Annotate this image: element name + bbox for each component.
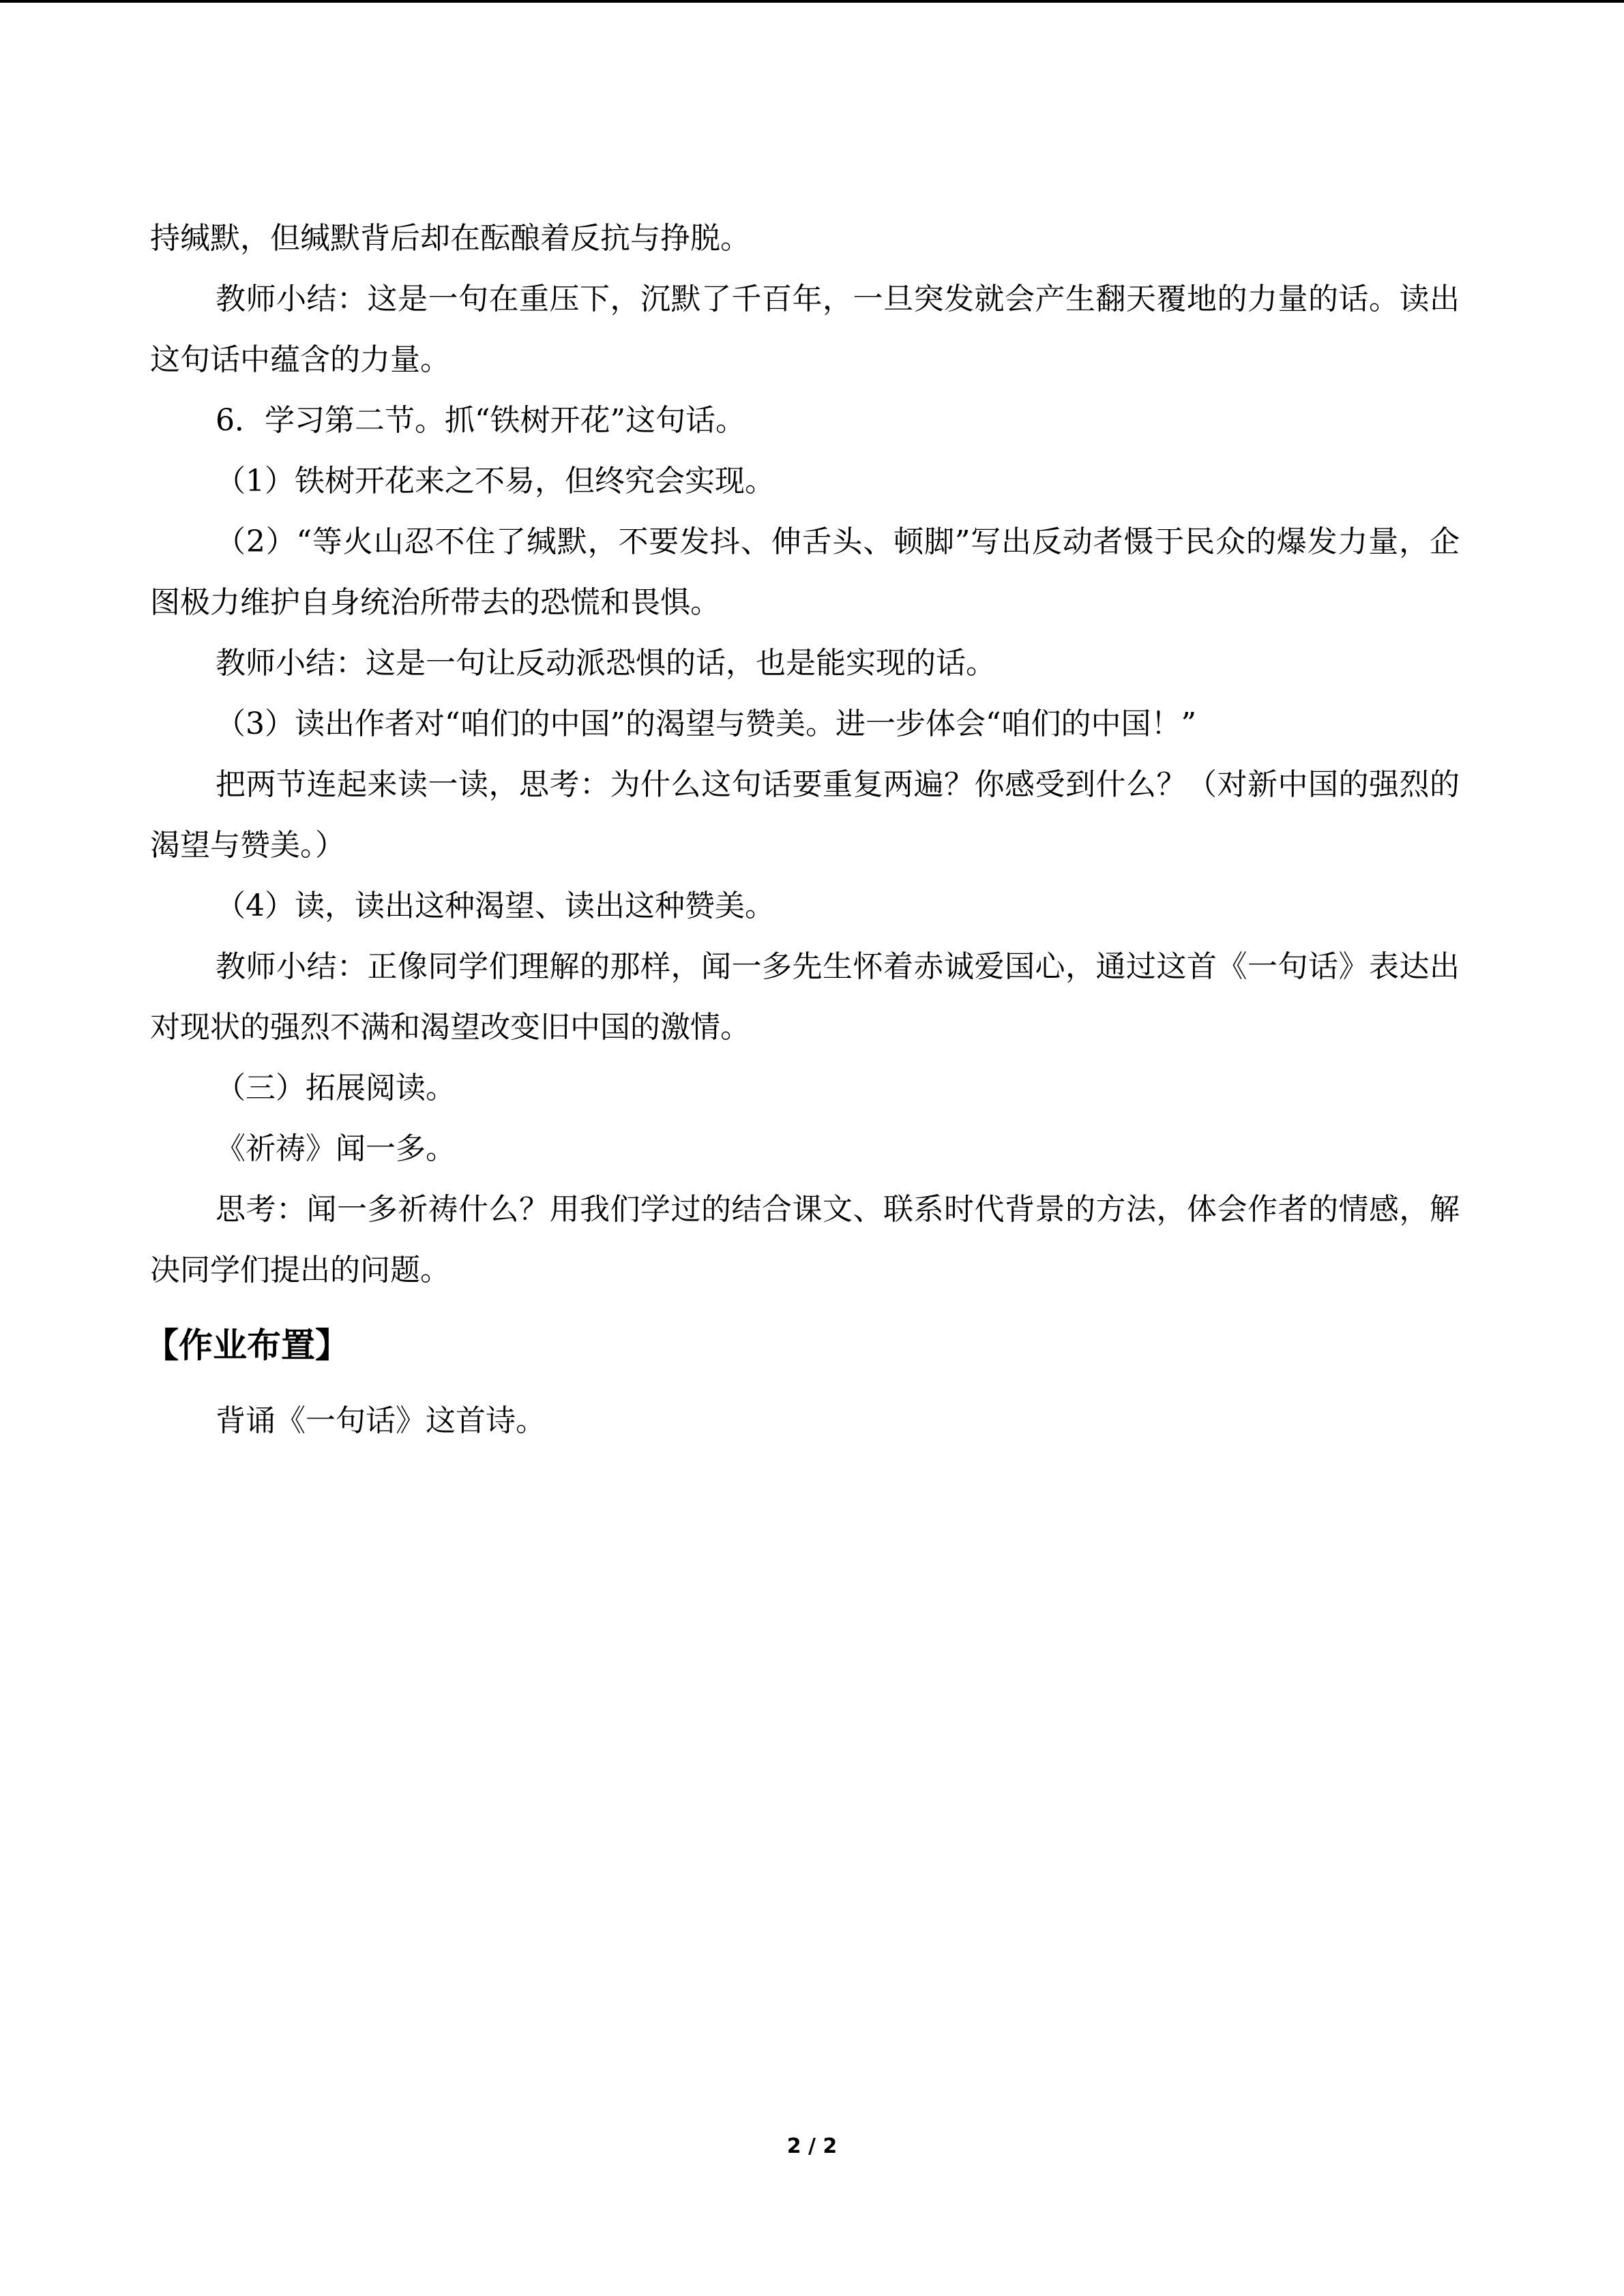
body-paragraph: （三）拓展阅读。: [216, 1071, 456, 1105]
body-paragraphs: [150, 208, 1460, 1300]
body-paragraph: （2）“等火山忍不住了缄默，不要发抖、伸舌头、顿脚”写出反动者慑于民众的爆发力量，企图极力维护自身统治所带去的恐慌和畏惧。: [150, 524, 1460, 620]
page-content: [145, 208, 1460, 1451]
body-paragraph: 教师小结：这是一句让反动派恐惧的话，也是能实现的话。: [216, 646, 996, 681]
page-top-border: [0, 0, 1624, 3]
body-paragraph: （3）读出作者对“咱们的中国”的渴望与赞美。进一步体会“咱们的中国！”: [216, 706, 1196, 741]
homework-text: 背诵《一句话》这首诗。: [216, 1403, 546, 1438]
body-paragraph: 把两节连起来读一读，思考：为什么这句话要重复两遍？你感受到什么？（对新中国的强烈的渴望与赞美。）: [150, 767, 1460, 863]
body-paragraph: （4）读，读出这种渴望、读出这种赞美。: [216, 889, 775, 923]
body-paragraph: 6．学习第二节。抓“铁树开花”这句话。: [216, 403, 745, 438]
page-number: 2 / 2: [786, 2134, 838, 2158]
homework-heading: 【作业布置】: [145, 1326, 349, 1365]
body-paragraph: （1）铁树开花来之不易，但终究会实现。: [216, 464, 775, 498]
body-paragraph: 教师小结：正像同学们理解的那样，闻一多先生怀着赤诚爱国心，通过这首《一句话》表达出对现状的强烈不满和渴望改变旧中国的激情。: [150, 949, 1460, 1045]
body-paragraph: 《祈祷》闻一多。: [216, 1131, 456, 1166]
body-paragraph: 思考：闻一多祈祷什么？用我们学过的结合课文、联系时代背景的方法，体会作者的情感，解决同学们提出的问题。: [150, 1192, 1460, 1287]
body-paragraph: 教师小结：这是一句在重压下，沉默了千百年，一旦突发就会产生翻天覆地的力量的话。读出这句话中蕴含的力量。: [150, 282, 1460, 377]
body-paragraph: 持缄默，但缄默背后却在酝酿着反抗与挣脱。: [150, 221, 750, 256]
